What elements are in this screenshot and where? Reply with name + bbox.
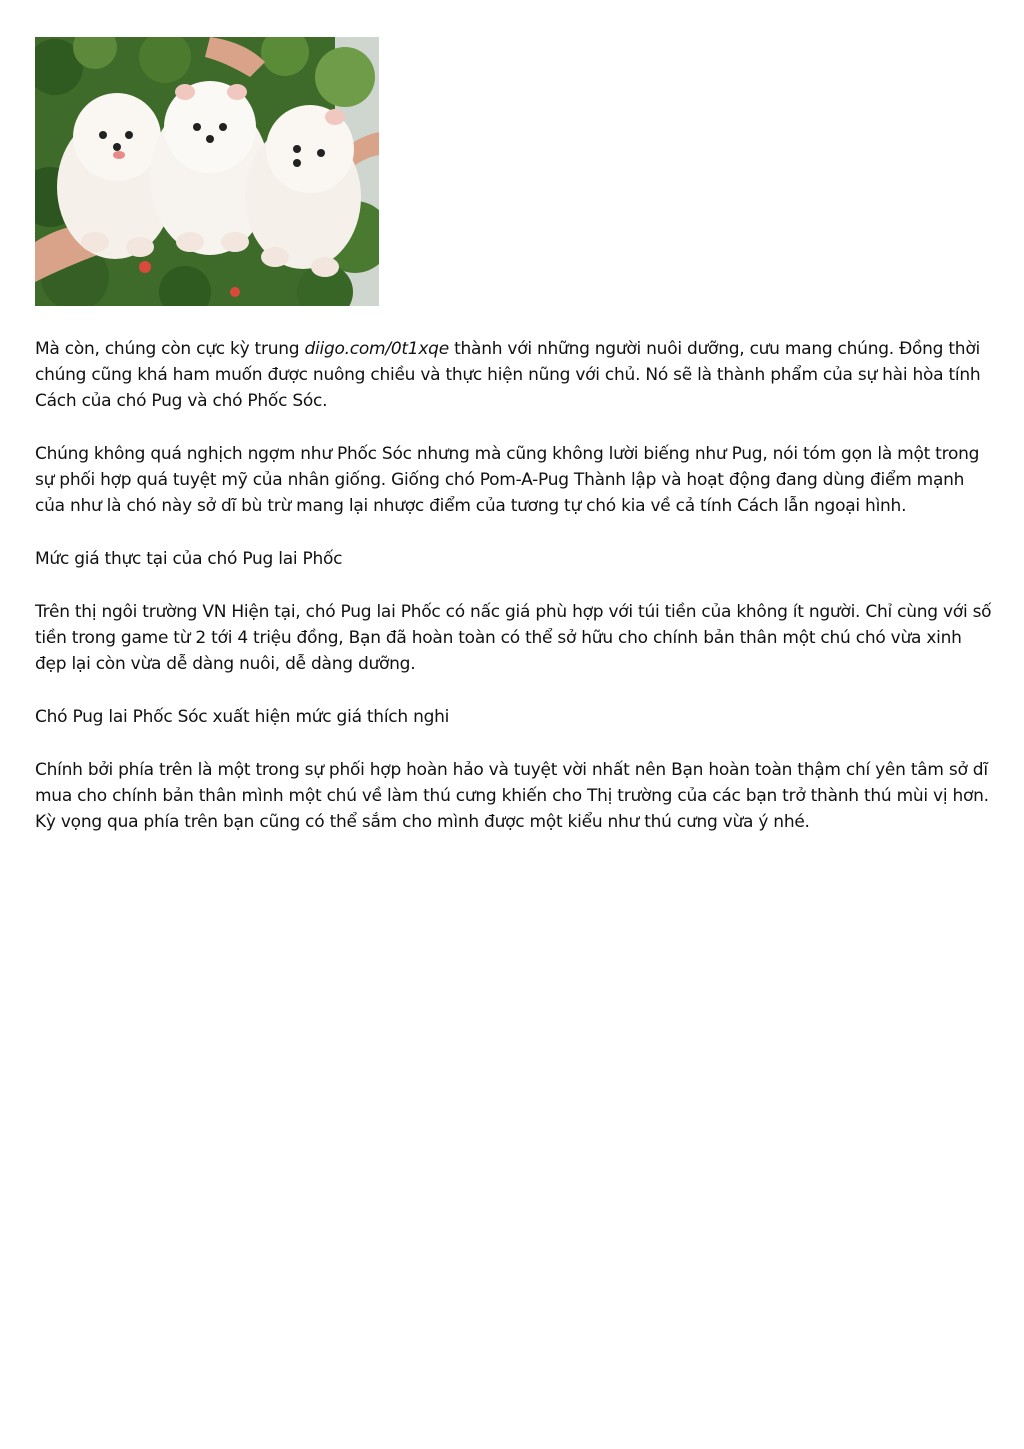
section-heading-price: Mức giá thực tại của chó Pug lai Phốc — [35, 549, 343, 569]
paragraph-market-price: Trên thị ngôi trường VN Hiện tại, chó Pug lai Phốc có nấc giá phù hợp với túi tiền của không ít người. Chỉ cùng với số tiền trong game từ 2 tới 4 triệu đồng, Bạn đã hoàn toàn có thể sở hữu cho chính bản thân một chú chó vừa xinh đẹp lại còn vừa dễ dàng nuôi, dễ dàng dưỡng. — [35, 602, 992, 674]
paragraph-text: Mà còn, chúng còn cực kỳ trung — [35, 339, 305, 359]
document-page — [35, 37, 993, 862]
section-heading-suitable-price: Chó Pug lai Phốc Sóc xuất hiện mức giá thích nghi — [35, 707, 450, 727]
article-body — [35, 336, 993, 835]
paragraph-conclusion: Chính bởi phía trên là một trong sự phối hợp hoàn hảo và tuyệt vời nhất nên Bạn hoàn toàn thậm chí yên tâm sở dĩ mua cho chính bản thân mình một chú về làm thú cưng khiến cho Thị trường của các bạn trở thành thú mùi vị hơn. Kỳ vọng qua phía trên bạn cũng có thể sắm cho mình được một kiểu như thú cưng vừa ý nhé. — [35, 760, 989, 832]
paragraph-loyalty — [35, 336, 993, 414]
paragraph-text: thành với những người nuôi dưỡng, cưu mang chúng. Đồng thời chúng cũng khá ham muốn được nuông chiều và thực hiện nũng với chủ. Nó sẽ là thành phẩm của sự hài hòa tính Cách của chó Pug và chó Phốc Sóc. — [35, 339, 981, 411]
paragraph-temperament: Chúng không quá nghịch ngợm như Phốc Sóc nhưng mà cũng không lười biếng như Pug, nói tóm gọn là một trong sự phối hợp quá tuyệt mỹ của nhân giống. Giống chó Pom-A-Pug Thành lập và hoạt động đang dùng điểm mạnh của như là chó này sở dĩ bù trừ mang lại nhược điểm của tương tự chó kia về cả tính Cách lẫn ngoại hình. — [35, 444, 980, 516]
diigo-link[interactable]: diigo.com/0t1xqe — [304, 339, 449, 359]
pomeranian-puppies-image — [35, 37, 379, 306]
